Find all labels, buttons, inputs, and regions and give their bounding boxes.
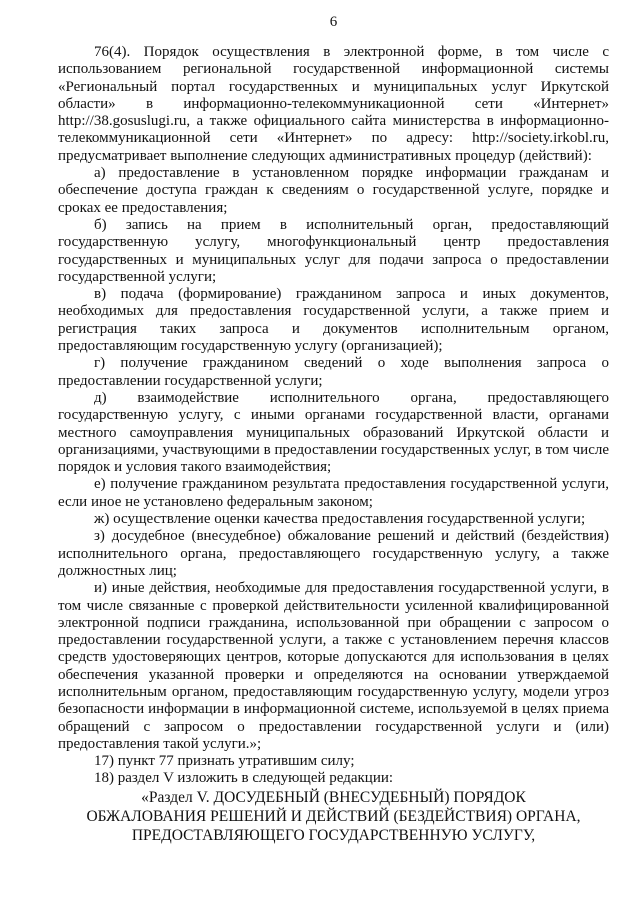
list-item-zh: ж) осуществление оценки качества предоставления государственной услуги; xyxy=(94,511,586,528)
list-item-e: е) получение гражданином результата предоставления государственной услуги, если иное не установлено федеральным законом; xyxy=(58,476,609,510)
paragraph-76-4: 76(4). Порядок осуществления в электронной форме, в том числе с использованием региональной государственной информационной системы «Региональный портал государственных и муниципальных услуг Иркутской области» в информационно-телекоммуникационной сети «Интернет» http://38.gosuslugi.ru, а также официального сайта министерства в информационно-телекоммуникационной сети «Интернет» по адресу: http://society.irkobl.ru, предусматривает выполнение следующих административных процедур (действий): xyxy=(58,44,609,164)
amendment-item-18: 18) раздел V изложить в следующей редакции: xyxy=(94,770,394,787)
list-item-g: г) получение гражданином сведений о ходе выполнения запроса о предоставлении государственной услуги; xyxy=(58,355,609,389)
list-item-a: а) предоставление в установленном порядке информации гражданам и обеспечение доступа граждан к сведениям о государственной услуге, порядке и сроках ее предоставления; xyxy=(58,165,609,216)
section-heading-line: ПРЕДОСТАВЛЯЮЩЕГО ГОСУДАРСТВЕННУЮ УСЛУГУ, xyxy=(131,826,536,844)
section-heading xyxy=(58,788,609,845)
list-item-b: б) запись на прием в исполнительный орган, предоставляющий государственную услугу, многофункциональный центр предоставления государственных и муниципальных услуг для подачи запроса о предоставлении государственной услуги; xyxy=(58,216,609,285)
section-heading-line: ОБЖАЛОВАНИЯ РЕШЕНИЙ И ДЕЙСТВИЙ (БЕЗДЕЙСТВИЯ) ОРГАНА, xyxy=(86,807,581,825)
list-item-d: д) взаимодействие исполнительного органа, предоставляющего государственную услугу, с иными органами государственной власти, органами местного самоуправления муниципальных образований Иркутской области и организациями, участвующими в предоставлении государственных услуг, в том числе порядок и условия такого взаимодействия; xyxy=(58,389,609,476)
list-item-z: з) досудебное (внесудебное) обжалование решений и действий (бездействия) исполнительного органа, предоставляющего государственную услугу, а также должностных лиц; xyxy=(58,528,609,579)
page-number: 6 xyxy=(329,14,338,30)
amendment-item-17: 17) пункт 77 признать утратившим силу; xyxy=(94,753,355,770)
list-item-i: и) иные действия, необходимые для предоставления государственной услуги, в том числе связанные с проверкой действительности усиленной квалифицированной электронной подписи гражданина, использованной при обращении с запросом о предоставлении государственной услуги, а также с установлением перечня классов средств удостоверяющих центров, которые допускаются для использования в целях обеспечения указанной проверки и определяются на основании утверждаемой исполнительным органом, предоставляющим государственную услугу, модели угроз безопасности информации в информационной системе, используемой в целях приема обращений с запросом о предоставлении государственной услуги и (или) предоставления такой услуги.»; xyxy=(58,580,609,752)
list-item-v: в) подача (формирование) гражданином запроса и иных документов, необходимых для предоставления государственной услуги, а также прием и регистрация таких запроса и документов исполнительным органом, предоставляющим государственную услугу (организацией); xyxy=(58,286,609,355)
section-heading-line: «Раздел V. ДОСУДЕБНЫЙ (ВНЕСУДЕБНЫЙ) ПОРЯДОК xyxy=(141,788,526,806)
document-body xyxy=(58,44,609,845)
